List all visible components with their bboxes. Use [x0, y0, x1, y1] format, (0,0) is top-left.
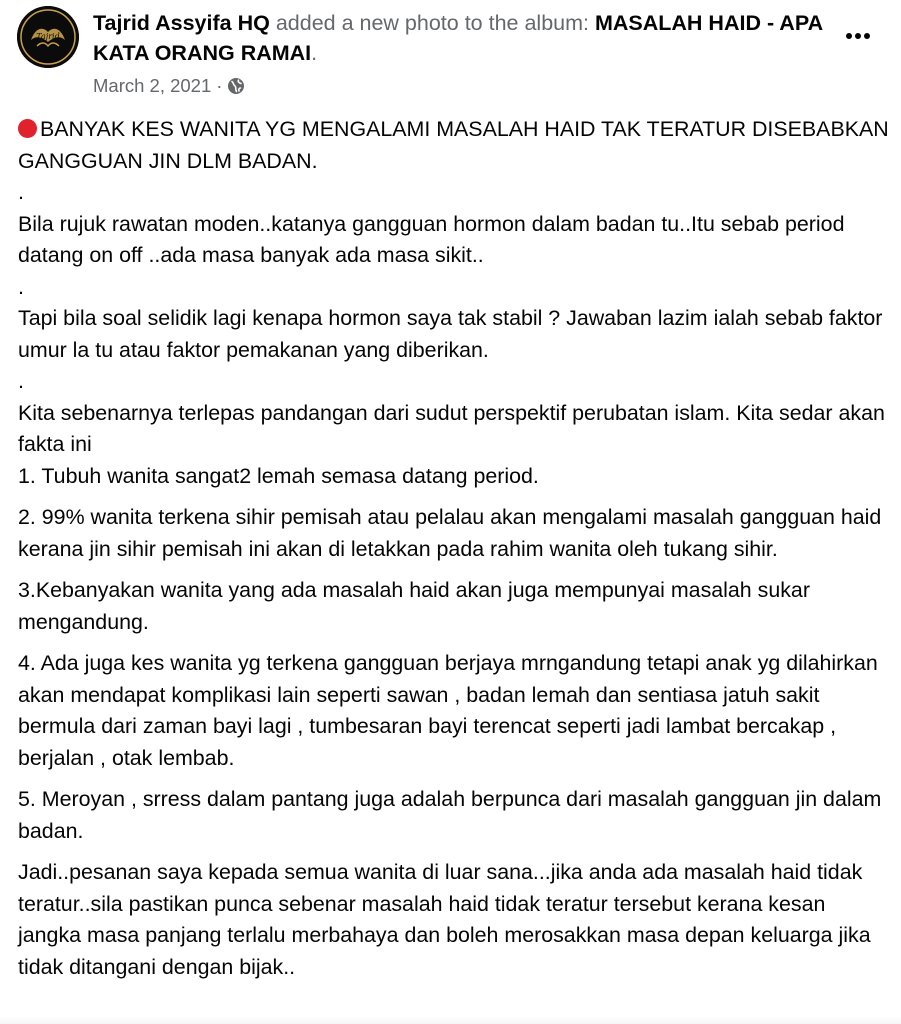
- paragraph: Bila rujuk rawatan moden..katanya gangguan hormon dalam badan tu..Itu sebab period datang on off ..ada masa banyak ada masa sikit..: [18, 211, 845, 267]
- globe-icon[interactable]: [227, 77, 245, 95]
- list-item: 3.Kebanyakan wanita yang ada masalah haid akan juga mempunyai masalah sukar mengandung.: [18, 578, 810, 634]
- more-horizontal-icon: [845, 32, 871, 40]
- post-date[interactable]: March 2, 2021: [93, 75, 212, 96]
- more-options-button[interactable]: [838, 16, 878, 56]
- dot-separator: .: [18, 274, 24, 299]
- avatar-logo-icon: [17, 6, 79, 68]
- list-item: 5. Meroyan , srress dalam pantang juga adalah berpunca dari masalah gangguan jin dalam badan.: [18, 787, 882, 843]
- bottom-fade: [0, 1016, 901, 1024]
- paragraph: Tapi bila soal selidik lagi kenapa hormon saya tak stabil ? Jawaban lazim ialah sebab faktor umur la tu atau faktor pemakanan yang diberikan.: [18, 306, 883, 362]
- list-item: 1. Tubuh wanita sangat2 lemah semasa datang period.: [18, 463, 539, 488]
- paragraph: Kita sebenarnya terlepas pandangan dari sudut perspektif perubatan islam. Kita sedar akan fakta ini: [18, 400, 885, 456]
- post-header: [0, 0, 901, 104]
- dot-separator: .: [18, 369, 24, 393]
- avatar[interactable]: [17, 6, 79, 68]
- closing-paragraph: Jadi..pesanan saya kepada semua wanita di luar sana...jika anda ada masalah haid tidak teratur..sila pastikan punca sebenar masalah haid tidak teratur tersebut kerana kesan jangka masa panjang terlalu merbahaya dan boleh merosakkan masa depan keluarga jika tidak ditangani dengan bijak..: [18, 860, 871, 979]
- header-action: added a new photo to the album:: [269, 11, 595, 35]
- avatar-text: Tajrid: [36, 32, 60, 41]
- headline-text: BANYAK KES WANITA YG MENGALAMI MASALAH HAID TAK TERATUR DISEBABKAN GANGGUAN JIN DLM BADAN.: [18, 117, 889, 173]
- post-meta: [93, 74, 245, 98]
- post-body: [18, 114, 892, 983]
- list-item: 2. 99% wanita terkena sihir pemisah atau pelalau akan mengalami masalah gangguan haid kerana jin sihir pemisah ini akan di letakkan pada rahim wanita oleh tukang sihir.: [18, 505, 882, 561]
- headline: [18, 114, 892, 177]
- author-name[interactable]: Tajrid Assyifa HQ: [93, 11, 270, 35]
- dot-separator: .: [18, 180, 24, 204]
- album-suffix: .: [311, 41, 318, 65]
- post-header-text: [93, 8, 838, 68]
- meta-separator: ·: [216, 75, 223, 96]
- album-link[interactable]: MASALAH HAID - APA KATA ORANG RAMAI: [93, 11, 823, 65]
- red-circle-icon: [18, 119, 37, 138]
- list-item: 4. Ada juga kes wanita yg terkena gangguan berjaya mrngandung tetapi anak yg dilahirkan akan mendapat komplikasi lain seperti sawan , badan lemah dan sentiasa jatuh sakit bermula dari zaman bayi lagi , tumbesaran bayi terencat seperti jadi lambat bercakap , berjalan , otak lembab.: [18, 651, 878, 770]
